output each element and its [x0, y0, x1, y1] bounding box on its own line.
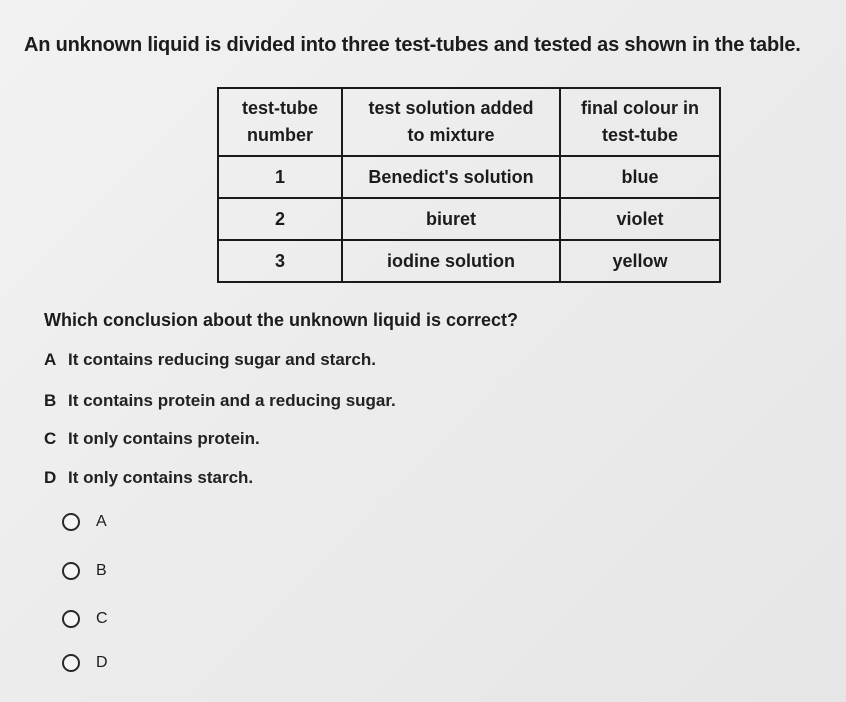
table-row	[218, 156, 720, 198]
option-letter: A	[44, 350, 57, 369]
header-test-solution: test solution added to mixture	[342, 88, 560, 156]
radio-button-d[interactable]	[62, 654, 80, 672]
option-text: It only contains protein.	[68, 429, 260, 448]
option-b	[44, 391, 396, 411]
radio-button-a[interactable]	[62, 513, 80, 531]
choice-label: D	[96, 654, 108, 671]
choice-label: C	[96, 610, 108, 627]
option-letter: B	[44, 391, 57, 410]
question-prompt: Which conclusion about the unknown liquid is correct?	[44, 310, 519, 330]
cell-test-solution: biuret	[342, 198, 560, 240]
option-c	[44, 429, 260, 449]
cell-final-colour: yellow	[560, 240, 720, 282]
option-letter: C	[44, 429, 57, 448]
option-letter: D	[44, 468, 57, 487]
answer-choice-a[interactable]	[62, 510, 107, 534]
header-final-colour: final colour in test-tube	[560, 88, 720, 156]
option-a	[44, 350, 376, 370]
answer-choice-d[interactable]	[62, 651, 108, 675]
cell-test-solution: iodine solution	[342, 240, 560, 282]
table-row	[218, 240, 720, 282]
table-header-row	[218, 88, 720, 156]
table-row	[218, 198, 720, 240]
option-text: It only contains starch.	[68, 468, 254, 487]
header-test-tube-number: test-tube number	[218, 88, 342, 156]
answer-choice-b[interactable]	[62, 559, 107, 583]
option-text: It contains reducing sugar and starch.	[68, 350, 376, 369]
question-intro: An unknown liquid is divided into three test-tubes and tested as shown in the table.	[24, 34, 801, 56]
cell-tube-number: 2	[218, 198, 342, 240]
choice-label: B	[96, 562, 107, 579]
cell-tube-number: 3	[218, 240, 342, 282]
cell-test-solution: Benedict's solution	[342, 156, 560, 198]
option-d	[44, 468, 253, 488]
cell-final-colour: violet	[560, 198, 720, 240]
radio-button-b[interactable]	[62, 562, 80, 580]
option-text: It contains protein and a reducing sugar.	[68, 391, 396, 410]
answer-choice-c[interactable]	[62, 607, 108, 631]
cell-final-colour: blue	[560, 156, 720, 198]
cell-tube-number: 1	[218, 156, 342, 198]
radio-button-c[interactable]	[62, 610, 80, 628]
test-results-table	[217, 87, 721, 283]
choice-label: A	[96, 513, 107, 530]
